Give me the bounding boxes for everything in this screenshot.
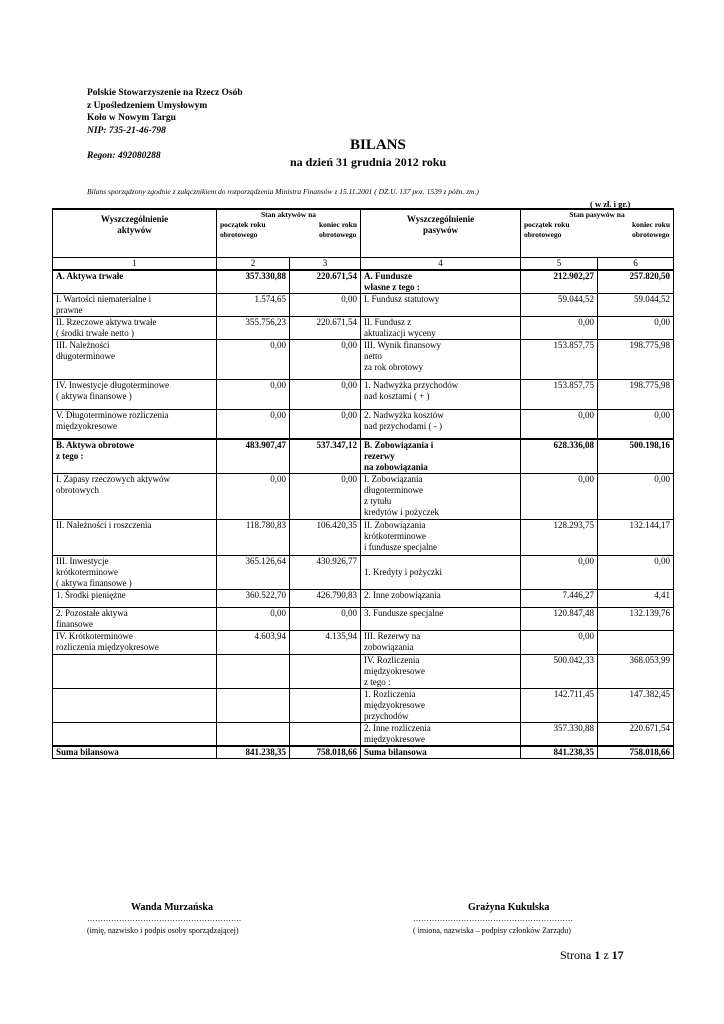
asset-item-label: I. Wartości niematerialne i prawne [53,293,217,316]
page-total: 17 [611,948,624,962]
liability-start-value: 7.446,27 [521,590,598,608]
table-row [53,474,674,520]
col-number: 3 [290,257,361,270]
liability-item-label: III. Rezerwy na zobowiązania [361,631,521,655]
table-row [53,631,674,655]
table-row [53,339,674,379]
liability-start-value: 628.336,08 [521,439,598,474]
table-row [53,293,674,316]
table-row [53,409,674,439]
asset-start-value: 0,00 [217,608,290,631]
asset-item-label: II. Należności i roszczenia [53,520,217,556]
asset-start-value [217,655,290,689]
asset-start-value: 365.126,64 [217,556,290,590]
table-row [53,723,674,747]
asset-item-label: V. Długoterminowe rozliczenia międzyokresowe [53,409,217,439]
org-name-1: Polskie Stowarzyszenie na Rzecz Osób [87,88,243,98]
liability-end-value [598,631,674,655]
preparer-signature-line: …………………………………………………. [87,914,241,923]
asset-item-label [53,689,217,723]
asset-start-value: 0,00 [217,474,290,520]
asset-start-value: 4.603,94 [217,631,290,655]
liability-end-value: 4,41 [598,590,674,608]
liability-start-value: 0,00 [521,556,598,590]
liability-item-label: 2. Inne rozliczenia międzyokresowe [361,723,521,747]
table-row [53,556,674,590]
board-signature-line: …………………………………………………… [413,914,573,923]
col-number: 2 [217,257,290,270]
table-row [53,270,674,294]
asset-end-value: 0,00 [290,379,361,409]
table-row [53,608,674,631]
column-number-row [53,257,674,270]
asset-end-value [290,689,361,723]
liability-end-value: 147.382,45 [598,689,674,723]
col-number: 6 [598,257,674,270]
asset-start-value: 118.780,83 [217,520,290,556]
asset-start-value: 483.907,47 [217,439,290,474]
liability-start-value: 212.902,27 [521,270,598,294]
liabilities-total-end: 758.018,66 [598,746,674,759]
board-member-name: Grażyna Kukulska [468,902,550,913]
asset-start-value [217,689,290,723]
balance-total-row [53,746,674,759]
asset-start-value [217,723,290,747]
liability-end-value: 0,00 [598,474,674,520]
liability-end-value: 0,00 [598,556,674,590]
asset-item-label: I. Zapasy rzeczowych aktywów obrotowych [53,474,217,520]
liability-item-label: II. Fundusz z aktualizacji wyceny [361,316,521,339]
asset-item-label: III. Inwestycje krótkoterminowe ( aktywa finansowe ) [53,556,217,590]
asset-end-value: 0,00 [290,608,361,631]
liability-item-label: IV. Rozliczenia międzyokresowe z tego : [361,655,521,689]
assets-total-label: Suma bilansowa [53,746,217,759]
liability-item-label: B. Zobowiązania i rezerwy na zobowiązania [361,439,521,474]
table-row [53,316,674,339]
assets-total-start: 841.238,35 [217,746,290,759]
liabilities-header: Wyszczególnienie pasywów [361,209,521,257]
liabilities-total-label: Suma bilansowa [361,746,521,759]
preparer-caption: (imię, nazwisko i podpis osoby sporządzającej) [87,926,239,935]
liability-end-value: 368.053,99 [598,655,674,689]
liability-item-label: III. Wynik finansowy netto za rok obrotowy [361,339,521,379]
assets-total-end: 758.018,66 [290,746,361,759]
org-name-2: z Upośledzeniem Umysłowym [87,100,208,111]
document-title: BILANS [350,137,406,153]
col-number: 4 [361,257,521,270]
assets-end-header: koniec roku obrotowego [319,220,357,239]
liability-start-value: 500.042,33 [521,655,598,689]
asset-item-label: III. Należności długoterminowe [53,339,217,379]
liability-start-value: 0,00 [521,474,598,520]
liability-item-label: 2. Inne zobowiązania [361,590,521,608]
assets-header: Wyszczególnienie aktywów [53,209,217,257]
liability-start-value: 0,00 [521,631,598,655]
liability-start-value: 0,00 [521,316,598,339]
board-caption: ( imiona, nazwiska – podpisy członków Zarządu) [413,926,571,935]
col-number: 1 [53,257,217,270]
asset-end-value: 106.420,35 [290,520,361,556]
table-row [53,520,674,556]
asset-start-value: 360.522,70 [217,590,290,608]
liability-start-value: 153.857,75 [521,339,598,379]
asset-end-value [290,655,361,689]
table-row [53,590,674,608]
liability-item-label: A. Fundusze własne z tego : [361,270,521,294]
asset-end-value: 4.135,94 [290,631,361,655]
liability-end-value: 500.198,16 [598,439,674,474]
table-row [53,379,674,409]
asset-item-label: B. Aktywa obrotowe z tego : [53,439,217,474]
asset-item-label: A. Aktywa trwałe [53,270,217,294]
asset-end-value: 0,00 [290,339,361,379]
asset-end-value: 0,00 [290,474,361,520]
document-subtitle: na dzień 31 grudnia 2012 roku [290,155,447,169]
liability-item-label: 1. Nadwyżka przychodów nad kosztami ( + ) [361,379,521,409]
asset-end-value: 220.671,54 [290,316,361,339]
liability-start-value: 153.857,75 [521,379,598,409]
asset-end-value: 537.347,12 [290,439,361,474]
liability-item-label: I. Zobowiązania długoterminowe z tytułu kredytów i pożyczek [361,474,521,520]
legal-basis-note: Bilans sporządzony zgodnie z załącznikiem do rozporządzenia Ministra Finansów z 15.11.2001 ( DZ.U. 137 poz. 1539 z późn. zm.) [87,187,479,196]
liability-end-value: 198.775,98 [598,339,674,379]
page-number [560,948,624,963]
org-regon: Regon: 492080288 [87,151,161,161]
asset-start-value: 0,00 [217,339,290,379]
liability-end-value: 0,00 [598,409,674,439]
table-row [53,655,674,689]
liability-end-value: 198.775,98 [598,379,674,409]
liability-end-value: 132.139,76 [598,608,674,631]
liabilities-total-start: 841.238,35 [521,746,598,759]
org-nip: NIP: 735-21-46-798 [87,125,166,136]
asset-start-value: 357.330,88 [217,270,290,294]
liability-start-value: 142.711,45 [521,689,598,723]
liability-start-value: 357.330,88 [521,723,598,747]
liability-item-label: 2. Nadwyżka kosztów nad przychodami ( - ) [361,409,521,439]
assets-state-header: Stan aktywów na początek roku obrotowego koniec roku obrotowego [217,209,361,257]
organization-block [87,87,243,163]
liability-end-value: 257.820,50 [598,270,674,294]
asset-item-label [53,655,217,689]
asset-end-value: 0,00 [290,293,361,316]
liability-end-value: 132.144,17 [598,520,674,556]
liability-start-value: 128.293,75 [521,520,598,556]
liability-item-label: 1. Kredyty i pożyczki [361,556,521,590]
asset-item-label: II. Rzeczowe aktywa trwałe ( środki trwałe netto ) [53,316,217,339]
asset-start-value: 1.574,65 [217,293,290,316]
liab-end-header: koniec roku obrotowego [632,220,670,239]
asset-start-value: 0,00 [217,409,290,439]
liability-end-value: 220.671,54 [598,723,674,747]
asset-end-value: 220.671,54 [290,270,361,294]
balance-sheet-table [52,208,674,759]
liability-start-value: 0,00 [521,409,598,439]
liabilities-state-header: Stan pasywów na początek roku obrotowego koniec roku obrotowego [521,209,674,257]
liab-start-header: początek roku obrotowego [524,220,570,239]
asset-end-value: 0,00 [290,409,361,439]
table-header-row [53,209,674,257]
table-row [53,689,674,723]
liability-item-label: 3. Fundusze specjalne [361,608,521,631]
org-name-3: Koło w Nowym Targu [87,113,176,123]
currency-unit-note: ( w zł. i gr.) [590,199,631,209]
preparer-name: Wanda Murzańska [131,902,213,913]
table-row [53,439,674,474]
liability-start-value: 59.044,52 [521,293,598,316]
asset-start-value: 0,00 [217,379,290,409]
page-current: 1 [594,948,601,962]
asset-end-value: 426.790,83 [290,590,361,608]
liability-end-value: 0,00 [598,316,674,339]
col-number: 5 [521,257,598,270]
assets-start-header: początek roku obrotowego [220,220,266,239]
asset-end-value: 430.926,77 [290,556,361,590]
asset-end-value [290,723,361,747]
asset-item-label: 1. Środki pieniężne [53,590,217,608]
asset-item-label: 2. Pozostałe aktywa finansowe [53,608,217,631]
asset-item-label: IV. Inwestycje długoterminowe ( aktywa finansowe ) [53,379,217,409]
asset-item-label [53,723,217,747]
liability-start-value: 120.847,48 [521,608,598,631]
liability-item-label: I. Fundusz statutowy [361,293,521,316]
asset-item-label: IV. Krótkoterminowe rozliczenia międzyokresowe [53,631,217,655]
page-prefix: Strona [560,948,592,962]
liability-item-label: 1. Rozliczenia międzyokresowe przychodów [361,689,521,723]
asset-start-value: 355.756,23 [217,316,290,339]
liability-item-label: II. Zobowiązania krótkoterminowe i fundusze specjalne [361,520,521,556]
page-sep: z [603,948,609,962]
liability-end-value: 59.044,52 [598,293,674,316]
